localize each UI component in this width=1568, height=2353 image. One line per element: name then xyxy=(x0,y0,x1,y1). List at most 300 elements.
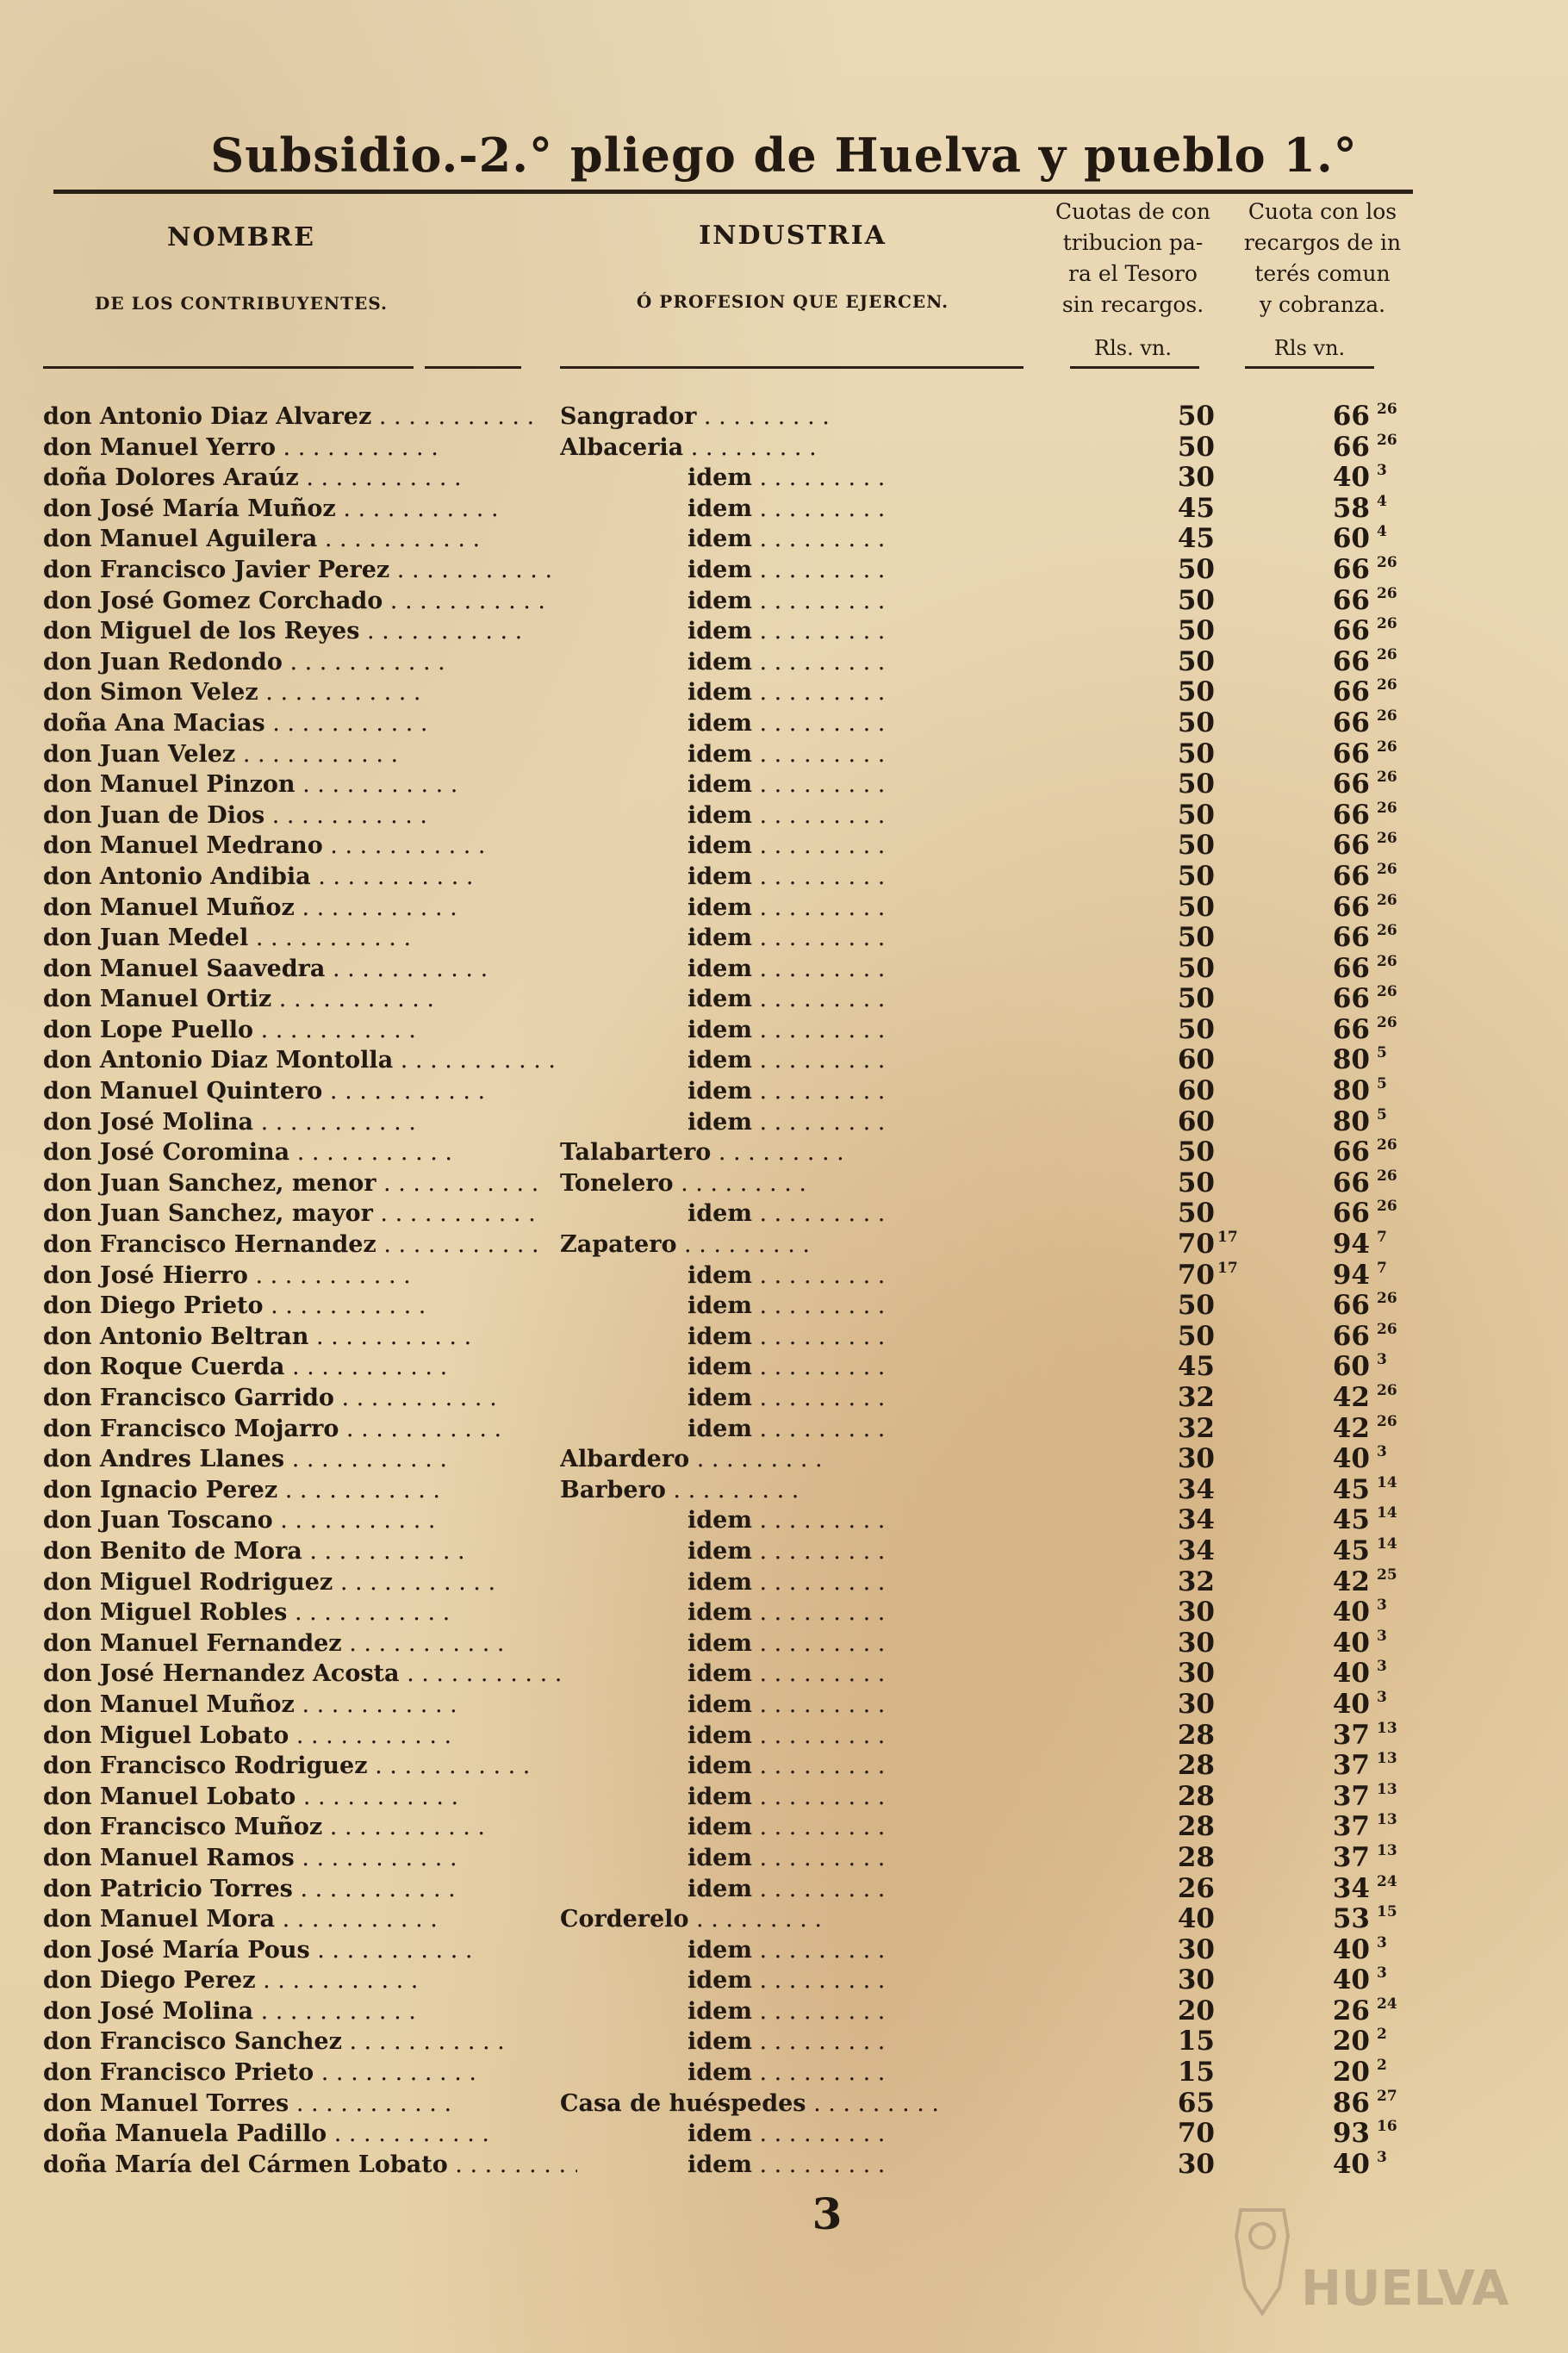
cuota-recargos-maravedis: 7 xyxy=(1377,1259,1387,1277)
industry: idem . . xyxy=(688,1721,1042,1752)
cuota-tesoro: 45 xyxy=(1177,1351,1215,1383)
contributor-name: don Miguel Robles . . xyxy=(43,1597,577,1628)
cuota-recargos-maravedis: 4 xyxy=(1377,523,1387,541)
table-row xyxy=(0,677,1568,708)
table-row xyxy=(0,1874,1568,1905)
cuota-tesoro: 50 xyxy=(1177,952,1215,984)
cuota-tesoro: 15 xyxy=(1177,2057,1215,2088)
table-row xyxy=(0,984,1568,1015)
cuota-recargos: 42 xyxy=(1332,1382,1370,1413)
title-rule xyxy=(53,190,1413,194)
table-row xyxy=(0,1076,1568,1107)
contributor-name: don Francisco Muñoz . . xyxy=(43,1812,577,1843)
contributor-name: don Francisco Rodriguez . . xyxy=(43,1751,577,1782)
cuota-recargos: 40 xyxy=(1332,1443,1370,1475)
cuota-recargos-maravedis: 26 xyxy=(1377,983,1397,1001)
contributor-name: don Benito de Mora . . xyxy=(43,1536,577,1567)
cuota-recargos: 66 xyxy=(1332,769,1370,800)
cuota-tesoro: 70 xyxy=(1177,2118,1215,2150)
unit-label-tesoro: Rls. vn. xyxy=(1094,336,1172,360)
industry: idem . . xyxy=(688,2057,1042,2088)
header-rule-nombre xyxy=(43,366,414,369)
header-nombre-sub: DE LOS CONTRIBUYENTES. xyxy=(95,293,388,314)
cuota-recargos: 66 xyxy=(1332,1290,1370,1322)
table-row xyxy=(0,2057,1568,2088)
cuota-tesoro: 70 xyxy=(1177,1259,1215,1291)
cuota-tesoro: 34 xyxy=(1177,1504,1215,1536)
contributor-name: don José Molina . . xyxy=(43,1107,577,1138)
contributor-name: don Francisco Sanchez . . xyxy=(43,2026,577,2057)
cuota-recargos: 66 xyxy=(1332,401,1370,432)
cuota-recargos: 80 xyxy=(1332,1105,1370,1137)
contributor-name: don Miguel de los Reyes . . xyxy=(43,616,577,647)
cuota-recargos: 66 xyxy=(1332,431,1370,463)
cuota-recargos-maravedis: 26 xyxy=(1377,401,1397,418)
header-cuota-tesoro-line: Cuotas de con xyxy=(1055,199,1210,224)
cuota-tesoro: 50 xyxy=(1177,707,1215,738)
cuota-recargos: 40 xyxy=(1332,1597,1370,1628)
cuota-recargos-maravedis: 26 xyxy=(1377,769,1397,787)
industry: idem . . xyxy=(688,463,1042,494)
industry: idem . . xyxy=(688,1782,1042,1813)
contributor-name: doña María del Cármen Lobato . . xyxy=(43,2150,577,2181)
contributor-name: doña Manuela Padillo . . xyxy=(43,2119,577,2150)
contributor-name: don Juan Sanchez, mayor . . xyxy=(43,1198,577,1229)
industry: idem . . xyxy=(688,586,1042,617)
cuota-recargos: 66 xyxy=(1332,553,1370,585)
contributor-name: don Roque Cuerda . . xyxy=(43,1352,577,1383)
cuota-recargos: 66 xyxy=(1332,799,1370,831)
table-row xyxy=(0,1322,1568,1353)
header-rule-industria xyxy=(560,366,1024,369)
cuota-tesoro: 70 xyxy=(1177,1229,1215,1261)
industry: idem . . xyxy=(688,800,1042,831)
table-row xyxy=(0,463,1568,494)
table-row xyxy=(0,494,1568,525)
table-row xyxy=(0,1965,1568,1996)
cuota-recargos-maravedis: 26 xyxy=(1377,1198,1397,1216)
cuota-tesoro: 50 xyxy=(1177,676,1215,708)
cuota-tesoro: 50 xyxy=(1177,1167,1215,1198)
industry: idem . . xyxy=(688,677,1042,708)
table-row xyxy=(0,1168,1568,1199)
cuota-recargos: 60 xyxy=(1332,1351,1370,1383)
cuota-recargos: 40 xyxy=(1332,1933,1370,1965)
table-row xyxy=(0,1567,1568,1598)
contributor-name: don Manuel Aguilera . . xyxy=(43,524,577,555)
industry: Talabartero . . xyxy=(560,1137,1042,1168)
cuota-recargos: 80 xyxy=(1332,1044,1370,1076)
cuota-tesoro: 50 xyxy=(1177,922,1215,954)
table-row xyxy=(0,1659,1568,1690)
contributor-name: don Francisco Javier Perez . . xyxy=(43,555,577,586)
industry: idem . . xyxy=(688,984,1042,1015)
cuota-tesoro: 50 xyxy=(1177,738,1215,769)
cuota-recargos-maravedis: 26 xyxy=(1377,676,1397,694)
cuota-recargos: 42 xyxy=(1332,1566,1370,1597)
cuota-recargos-maravedis: 3 xyxy=(1377,2148,1387,2166)
cuota-recargos-maravedis: 26 xyxy=(1377,891,1397,909)
table-row xyxy=(0,1229,1568,1261)
cuota-recargos: 66 xyxy=(1332,891,1370,923)
cuota-recargos-maravedis: 26 xyxy=(1377,645,1397,663)
cuota-tesoro: 32 xyxy=(1177,1566,1215,1597)
header-cuota-recargos xyxy=(1223,196,1422,321)
cuota-tesoro: 26 xyxy=(1177,1872,1215,1904)
contributor-name: doña Dolores Araúz . . xyxy=(43,463,577,494)
industry: idem . . xyxy=(688,708,1042,739)
contributor-name: don Juan Redondo . . xyxy=(43,647,577,678)
cuota-recargos: 93 xyxy=(1332,2118,1370,2150)
cuota-recargos-maravedis: 3 xyxy=(1377,1627,1387,1645)
table-row xyxy=(0,1996,1568,2027)
industry: idem . . xyxy=(688,1045,1042,1076)
table-row xyxy=(0,708,1568,739)
contributor-name: don Francisco Hernandez . . xyxy=(43,1229,577,1261)
table-row xyxy=(0,1721,1568,1752)
cuota-recargos-maravedis: 3 xyxy=(1377,1351,1387,1369)
contributors-table xyxy=(0,402,1568,2180)
cuota-recargos: 66 xyxy=(1332,860,1370,892)
table-row xyxy=(0,1475,1568,1506)
cuota-recargos-maravedis: 3 xyxy=(1377,1597,1387,1615)
cuota-tesoro: 30 xyxy=(1177,1658,1215,1690)
industry: Albaceria . . xyxy=(560,433,1042,464)
contributor-name: don Juan de Dios . . xyxy=(43,800,577,831)
cuota-recargos-maravedis: 26 xyxy=(1377,799,1397,817)
header-industria: INDUSTRIA xyxy=(699,221,887,251)
cuota-recargos-maravedis: 14 xyxy=(1377,1534,1397,1553)
header-rule-recargos xyxy=(1245,366,1374,369)
industry: Tonelero . . xyxy=(560,1168,1042,1199)
cuota-recargos-maravedis: 26 xyxy=(1377,1320,1397,1338)
industry: idem . . xyxy=(688,862,1042,893)
industry: idem . . xyxy=(688,1935,1042,1966)
cuota-recargos: 37 xyxy=(1332,1811,1370,1843)
table-row xyxy=(0,862,1568,893)
header-cuota-recargos-line: y cobranza. xyxy=(1259,292,1386,317)
industry: Barbero . . xyxy=(560,1475,1042,1506)
cuota-recargos: 66 xyxy=(1332,1320,1370,1352)
cuota-tesoro: 50 xyxy=(1177,401,1215,432)
table-row xyxy=(0,1536,1568,1567)
cuota-tesoro: 50 xyxy=(1177,1136,1215,1168)
table-row xyxy=(0,1107,1568,1138)
table-row xyxy=(0,954,1568,985)
contributor-name: don Manuel Medrano . . xyxy=(43,831,577,862)
table-row xyxy=(0,923,1568,954)
header-cuota-recargos-line: terés comun xyxy=(1254,261,1391,286)
cuota-recargos: 58 xyxy=(1332,492,1370,524)
contributor-name: don José Coromina . . xyxy=(43,1137,577,1168)
cuota-recargos-maravedis: 26 xyxy=(1377,553,1397,571)
cuota-tesoro: 50 xyxy=(1177,799,1215,831)
industry: idem . . xyxy=(688,2026,1042,2057)
cuota-recargos-maravedis: 25 xyxy=(1377,1566,1397,1584)
cuota-recargos-maravedis: 13 xyxy=(1377,1780,1397,1798)
cuota-recargos-maravedis: 3 xyxy=(1377,1443,1387,1461)
cuota-recargos-maravedis: 14 xyxy=(1377,1504,1397,1522)
cuota-tesoro: 30 xyxy=(1177,1443,1215,1475)
header-cuota-tesoro-line: sin recargos. xyxy=(1061,292,1204,317)
cuota-recargos: 37 xyxy=(1332,1780,1370,1812)
cuota-recargos-maravedis: 26 xyxy=(1377,707,1397,725)
industry: idem . . xyxy=(688,954,1042,985)
contributor-name: don Diego Perez . . xyxy=(43,1965,577,1996)
cuota-tesoro-maravedis: 17 xyxy=(1217,1259,1238,1277)
cuota-recargos-maravedis: 7 xyxy=(1377,1229,1387,1247)
cuota-tesoro: 50 xyxy=(1177,645,1215,677)
contributor-name: don Ignacio Perez . . xyxy=(43,1475,577,1506)
contributor-name: don José Gomez Corchado . . xyxy=(43,586,577,617)
contributor-name: don José Hierro . . xyxy=(43,1261,577,1292)
contributor-name: don Francisco Mojarro . . xyxy=(43,1414,577,1445)
contributor-name: don Simon Velez . . xyxy=(43,677,577,708)
industry: idem . . xyxy=(688,1505,1042,1536)
contributor-name: don Juan Sanchez, menor . . xyxy=(43,1168,577,1199)
table-row xyxy=(0,769,1568,800)
cuota-tesoro: 45 xyxy=(1177,492,1215,524)
cuota-recargos: 94 xyxy=(1332,1229,1370,1261)
cuota-recargos-maravedis: 27 xyxy=(1377,2087,1397,2105)
cuota-recargos: 40 xyxy=(1332,1964,1370,1996)
industry: idem . . xyxy=(688,1107,1042,1138)
contributor-name: don Manuel Lobato . . xyxy=(43,1782,577,1813)
cuota-recargos-maravedis: 2 xyxy=(1377,2026,1387,2044)
cuota-recargos-maravedis: 26 xyxy=(1377,952,1397,970)
cuota-recargos-maravedis: 26 xyxy=(1377,1382,1397,1399)
industry: idem . . xyxy=(688,616,1042,647)
cuota-tesoro: 45 xyxy=(1177,523,1215,555)
contributor-name: don Juan Medel . . xyxy=(43,923,577,954)
industry: idem . . xyxy=(688,1628,1042,1659)
contributor-name: don José Molina . . xyxy=(43,1996,577,2027)
cuota-recargos-maravedis: 26 xyxy=(1377,584,1397,602)
cuota-recargos: 40 xyxy=(1332,2148,1370,2180)
cuota-recargos-maravedis: 3 xyxy=(1377,1658,1387,1676)
contributor-name: don José María Muñoz . . xyxy=(43,494,577,525)
contributor-name: don Manuel Fernandez . . xyxy=(43,1628,577,1659)
cuota-tesoro: 50 xyxy=(1177,1198,1215,1229)
contributor-name: don Manuel Pinzon . . xyxy=(43,769,577,800)
cuota-recargos-maravedis: 26 xyxy=(1377,922,1397,940)
cuota-tesoro: 50 xyxy=(1177,860,1215,892)
cuota-recargos-maravedis: 26 xyxy=(1377,1290,1397,1308)
industry: idem . . xyxy=(688,1659,1042,1690)
contributor-name: don Antonio Diaz Alvarez . . xyxy=(43,402,577,433)
industry: idem . . xyxy=(688,1261,1042,1292)
table-row xyxy=(0,1291,1568,1322)
contributor-name: don Juan Toscano . . xyxy=(43,1505,577,1536)
cuota-recargos-maravedis: 26 xyxy=(1377,830,1397,848)
cuota-recargos: 66 xyxy=(1332,738,1370,769)
industry: Albardero . . xyxy=(560,1444,1042,1475)
cuota-recargos-maravedis: 5 xyxy=(1377,1044,1387,1062)
industry: idem . . xyxy=(688,1812,1042,1843)
industry: idem . . xyxy=(688,769,1042,800)
header-cuota-recargos-line: Cuota con los xyxy=(1248,199,1397,224)
industry: idem . . xyxy=(688,1965,1042,1996)
contributor-name: don Manuel Ortiz . . xyxy=(43,984,577,1015)
cuota-tesoro-maravedis: 17 xyxy=(1217,1229,1238,1247)
table-row xyxy=(0,1414,1568,1445)
cuota-recargos-maravedis: 16 xyxy=(1377,2118,1397,2136)
table-row xyxy=(0,1137,1568,1168)
cuota-tesoro: 40 xyxy=(1177,1903,1215,1935)
contributor-name: don Andres Llanes . . xyxy=(43,1444,577,1475)
cuota-recargos: 20 xyxy=(1332,2026,1370,2057)
cuota-recargos: 37 xyxy=(1332,1750,1370,1782)
table-row xyxy=(0,831,1568,862)
cuota-tesoro: 34 xyxy=(1177,1473,1215,1505)
table-row xyxy=(0,893,1568,924)
cuota-tesoro: 50 xyxy=(1177,830,1215,862)
cuota-tesoro: 50 xyxy=(1177,769,1215,800)
table-row xyxy=(0,1812,1568,1843)
contributor-name: don Miguel Lobato . . xyxy=(43,1721,577,1752)
cuota-tesoro: 34 xyxy=(1177,1534,1215,1566)
industry: idem . . xyxy=(688,1690,1042,1721)
industry: idem . . xyxy=(688,1567,1042,1598)
table-row xyxy=(0,2026,1568,2057)
contributor-name: don Lope Puello . . xyxy=(43,1015,577,1046)
cuota-recargos: 66 xyxy=(1332,830,1370,862)
contributor-name: doña Ana Macias . . xyxy=(43,708,577,739)
table-row xyxy=(0,1015,1568,1046)
header-rule-nombre-2 xyxy=(425,366,521,369)
table-row xyxy=(0,1045,1568,1076)
industry: Corderelo . . xyxy=(560,1904,1042,1935)
unit-label-recargos: Rls vn. xyxy=(1273,336,1346,360)
contributor-name: don Manuel Muñoz . . xyxy=(43,893,577,924)
cuota-tesoro: 50 xyxy=(1177,1320,1215,1352)
contributor-name: don Manuel Saavedra . . xyxy=(43,954,577,985)
table-row xyxy=(0,1352,1568,1383)
contributor-name: don José Hernandez Acosta . . xyxy=(43,1659,577,1690)
cuota-recargos-maravedis: 26 xyxy=(1377,1136,1397,1155)
cuota-recargos-maravedis: 4 xyxy=(1377,492,1387,510)
industry: idem . . xyxy=(688,1076,1042,1107)
table-row xyxy=(0,1198,1568,1229)
contributor-name: don Antonio Beltran . . xyxy=(43,1322,577,1353)
cuota-recargos-maravedis: 14 xyxy=(1377,1473,1397,1491)
cuota-recargos-maravedis: 13 xyxy=(1377,1750,1397,1768)
table-row xyxy=(0,2119,1568,2150)
table-row xyxy=(0,1628,1568,1659)
cuota-tesoro: 28 xyxy=(1177,1719,1215,1751)
cuota-tesoro: 30 xyxy=(1177,2148,1215,2180)
cuota-recargos: 45 xyxy=(1332,1534,1370,1566)
cuota-recargos: 66 xyxy=(1332,676,1370,708)
cuota-tesoro: 50 xyxy=(1177,615,1215,647)
cuota-recargos: 66 xyxy=(1332,1167,1370,1198)
cuota-recargos: 66 xyxy=(1332,645,1370,677)
watermark-text: HUELVA xyxy=(1301,2261,1509,2317)
cuota-recargos: 66 xyxy=(1332,952,1370,984)
cuota-recargos-maravedis: 26 xyxy=(1377,615,1397,633)
table-row xyxy=(0,402,1568,433)
contributor-name: don Manuel Muñoz . . xyxy=(43,1690,577,1721)
cuota-recargos: 66 xyxy=(1332,707,1370,738)
contributor-name: don Diego Prieto . . xyxy=(43,1291,577,1322)
industry: idem . . xyxy=(688,1015,1042,1046)
header-rule-tesoro xyxy=(1070,366,1199,369)
cuota-recargos-maravedis: 26 xyxy=(1377,1412,1397,1430)
contributor-name: don Miguel Rodriguez . . xyxy=(43,1567,577,1598)
cuota-tesoro: 65 xyxy=(1177,2087,1215,2119)
contributor-name: don Antonio Andibia . . xyxy=(43,862,577,893)
industry: idem . . xyxy=(688,923,1042,954)
cuota-recargos: 66 xyxy=(1332,615,1370,647)
cuota-recargos: 34 xyxy=(1332,1872,1370,1904)
cuota-recargos-maravedis: 13 xyxy=(1377,1719,1397,1737)
contributor-name: don Manuel Mora . . xyxy=(43,1904,577,1935)
page-title: Subsidio.-2.° pliego de Huelva y pueblo 1.° xyxy=(210,128,1358,183)
cuota-recargos-maravedis: 2 xyxy=(1377,2057,1387,2075)
cuota-tesoro: 50 xyxy=(1177,891,1215,923)
table-row xyxy=(0,524,1568,555)
cuota-recargos-maravedis: 26 xyxy=(1377,738,1397,756)
cuota-recargos: 37 xyxy=(1332,1719,1370,1751)
table-row xyxy=(0,1383,1568,1414)
cuota-recargos: 94 xyxy=(1332,1259,1370,1291)
cuota-tesoro: 60 xyxy=(1177,1075,1215,1107)
cuota-tesoro: 50 xyxy=(1177,1290,1215,1322)
cuota-tesoro: 32 xyxy=(1177,1382,1215,1413)
cuota-tesoro: 30 xyxy=(1177,1627,1215,1659)
cuota-recargos-maravedis: 3 xyxy=(1377,1933,1387,1951)
industry: idem . . xyxy=(688,647,1042,678)
cuota-recargos: 66 xyxy=(1332,1013,1370,1045)
cuota-recargos: 66 xyxy=(1332,1198,1370,1229)
table-row xyxy=(0,616,1568,647)
industry: idem . . xyxy=(688,831,1042,862)
table-row xyxy=(0,1444,1568,1475)
industry: idem . . xyxy=(688,1198,1042,1229)
cuota-recargos: 66 xyxy=(1332,1136,1370,1168)
header-cuota-tesoro xyxy=(1034,196,1232,321)
industry: idem . . xyxy=(688,2150,1042,2181)
table-row xyxy=(0,1751,1568,1782)
table-row xyxy=(0,1690,1568,1721)
cuota-tesoro: 50 xyxy=(1177,431,1215,463)
cuota-recargos: 80 xyxy=(1332,1075,1370,1107)
header-cuota-recargos-line: recargos de in xyxy=(1243,230,1402,255)
cuota-tesoro: 60 xyxy=(1177,1044,1215,1076)
cuota-recargos-maravedis: 26 xyxy=(1377,1013,1397,1031)
industry: idem . . xyxy=(688,739,1042,770)
cuota-recargos: 45 xyxy=(1332,1504,1370,1536)
cuota-tesoro: 32 xyxy=(1177,1412,1215,1444)
table-row xyxy=(0,800,1568,831)
industry: idem . . xyxy=(688,1597,1042,1628)
cuota-tesoro: 28 xyxy=(1177,1780,1215,1812)
cuota-recargos: 40 xyxy=(1332,462,1370,494)
contributor-name: don Francisco Garrido . . xyxy=(43,1383,577,1414)
cuota-recargos: 42 xyxy=(1332,1412,1370,1444)
cuota-recargos-maravedis: 26 xyxy=(1377,431,1397,449)
industry: idem . . xyxy=(688,2119,1042,2150)
cuota-recargos-maravedis: 13 xyxy=(1377,1841,1397,1859)
page-number: 3 xyxy=(812,2188,843,2239)
header-cuota-tesoro-line: ra el Tesoro xyxy=(1068,261,1198,286)
table-row xyxy=(0,1904,1568,1935)
contributor-name: don Manuel Ramos . . xyxy=(43,1843,577,1874)
industry: idem . . xyxy=(688,893,1042,924)
cuota-recargos: 40 xyxy=(1332,1627,1370,1659)
industry: idem . . xyxy=(688,1352,1042,1383)
cuota-tesoro: 30 xyxy=(1177,1597,1215,1628)
